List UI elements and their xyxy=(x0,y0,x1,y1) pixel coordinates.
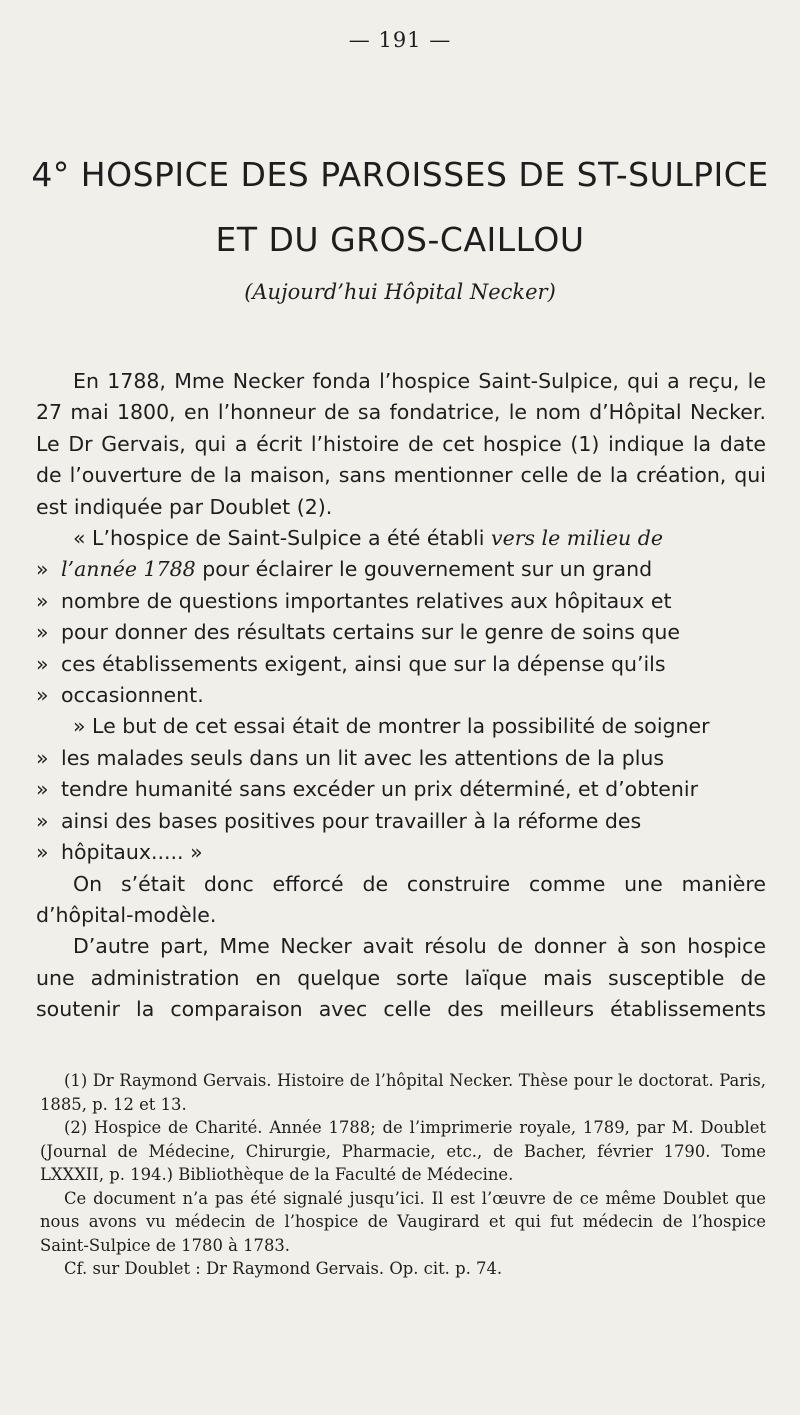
quote-mark: » xyxy=(36,683,49,708)
footnote-2: (2) Hospice de Charité. Année 1788; de l’imprimerie royale, 1789, par M. Doublet (Journal de Médecine, Chirurgie, Pharmacie, etc., de Bacher, février 1790. Tome LXXXII, p. 194.) Bibliothèque de la Faculté de Médecine. xyxy=(40,1118,766,1184)
body-text xyxy=(36,366,766,1026)
quote-mark: » xyxy=(36,808,49,833)
quote-2-line-4 xyxy=(36,806,766,837)
quote-2-text-4: ainsi des bases positives pour travailler à la réforme des xyxy=(61,808,642,833)
paragraph-4: D’autre part, Mme Necker avait résolu de donner à son hospice une administration en quelque sorte laïque mais susceptible de soutenir la comparaison avec celle des meilleurs établissements xyxy=(36,934,766,1022)
quote-mark: » xyxy=(36,620,49,645)
footnote-1: (1) Dr Raymond Gervais. Histoire de l’hôpital Necker. Thèse pour le doctorat. Paris, 1885, p. 12 et 13. xyxy=(40,1071,766,1114)
quote-1-line-3 xyxy=(36,586,766,617)
quote-2-line-1: » Le but de cet essai était de montrer la possibilité de soigner xyxy=(73,714,710,739)
quote-2-line-5 xyxy=(36,837,766,868)
quote-mark: » xyxy=(36,557,49,582)
quote-1-italic-2: l’année 1788 xyxy=(61,557,196,582)
quote-2-text-2: les malades seuls dans un lit avec les attentions de la plus xyxy=(61,745,665,770)
chapter-title-line-1: 4° HOSPICE DES PAROISSES DE ST-SULPICE xyxy=(31,155,769,194)
page-number: — 191 — xyxy=(348,28,452,52)
quote-1-rest: pour éclairer le gouvernement sur un grand xyxy=(202,557,653,582)
quote-1-line-5 xyxy=(36,649,766,680)
paragraph-3: On s’était donc efforcé de construire comme une manière d’hôpital-modèle. xyxy=(36,871,766,927)
footnote-4: Cf. sur Doublet : Dr Raymond Gervais. Op. cit. p. 74. xyxy=(64,1259,503,1278)
chapter-title-line-2: ET DU GROS-CAILLOU xyxy=(215,220,585,259)
quote-1-text-3: nombre de questions importantes relatives aux hôpitaux et xyxy=(61,588,672,613)
quote-mark: » xyxy=(36,777,49,802)
quote-1-text-4: pour donner des résultats certains sur le genre de soins que xyxy=(61,620,681,645)
quote-2-line-2 xyxy=(36,743,766,774)
quote-2-line-3 xyxy=(36,774,766,805)
quote-mark: » xyxy=(36,651,49,676)
quote-mark: » xyxy=(36,745,49,770)
quote-1-italic-1: vers le milieu de xyxy=(490,526,663,551)
footnotes xyxy=(40,1069,766,1281)
quote-1-line-1 xyxy=(36,523,766,554)
quote-mark: » xyxy=(36,840,49,865)
quote-1-line-4 xyxy=(36,617,766,648)
quote-1-text-6: occasionnent. xyxy=(61,683,204,708)
quote-2-text-5: hôpitaux..... » xyxy=(61,840,203,865)
chapter-subtitle: (Aujourd’hui Hôpital Necker) xyxy=(244,280,556,304)
paragraph-1: En 1788, Mme Necker fonda l’hospice Saint-Sulpice, qui a reçu, le 27 mai 1800, en l’honneur de sa fondatrice, le nom d’Hôpital Necker. Le Dr Gervais, qui a écrit l’histoire de cet hospice (1) indique la date de l’ouverture de la maison, sans mentionner celle de la création, qui est indiquée par Doublet (2). xyxy=(36,369,766,519)
quote-1-line-2 xyxy=(36,554,766,585)
quote-1-line-6 xyxy=(36,680,766,711)
quote-mark: » xyxy=(36,588,49,613)
quote-1-open: « L’hospice de Saint-Sulpice a été établi xyxy=(73,526,485,551)
quote-1-text-5: ces établissements exigent, ainsi que sur la dépense qu’ils xyxy=(61,651,666,676)
footnote-3: Ce document n’a pas été signalé jusqu’ici. Il est l’œuvre de ce même Doublet que nous avons vu médecin de l’hospice de Vaugirard et qui fut médecin de l’hospice Saint-Sulpice de 1780 à 1783. xyxy=(40,1188,766,1255)
quote-2-text-3: tendre humanité sans excéder un prix déterminé, et d’obtenir xyxy=(61,777,698,802)
